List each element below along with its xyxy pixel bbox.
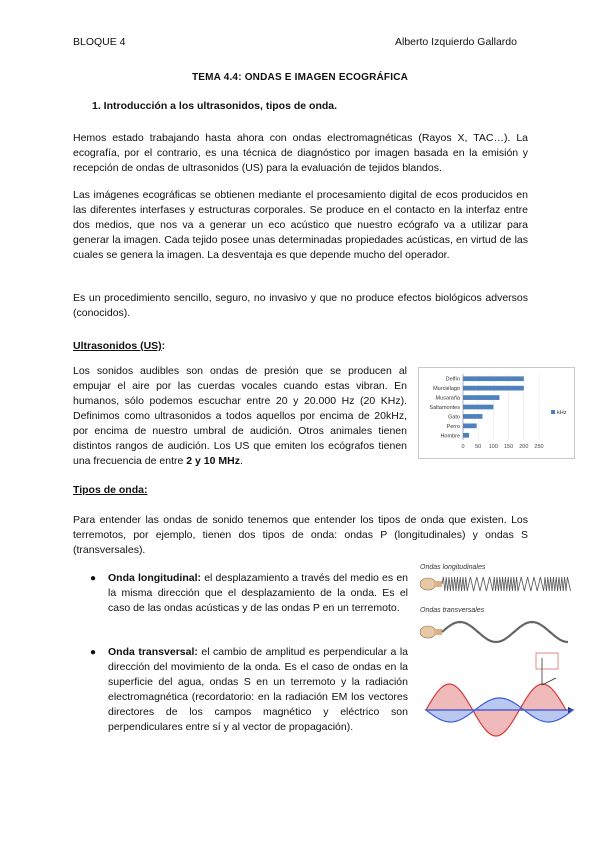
- transverse-waves-label: Ondas transversales: [420, 607, 485, 614]
- chart-legend-label: kHz: [557, 410, 567, 416]
- bullet-transversal: [90, 645, 408, 735]
- wave-types-figure-svg: [418, 560, 578, 650]
- chart-x-tick: 200: [519, 444, 529, 450]
- longitudinal-waves-label: Ondas longitudinales: [420, 564, 486, 571]
- bullet-term: Onda transversal:: [108, 646, 198, 658]
- chart-category-label: Perro: [446, 423, 460, 430]
- paragraph-ultrasonidos-end: .: [239, 455, 243, 467]
- chart-x-tick: 250: [534, 444, 544, 450]
- frequency-range: 2 y 10 MHz: [186, 455, 240, 467]
- paragraph-ultrasonidos: [73, 364, 407, 469]
- chart-x-tick: 100: [488, 444, 498, 450]
- tipos-heading: Tipos de onda:: [73, 484, 148, 496]
- em-wave-figure-svg: [424, 650, 579, 750]
- chart-legend-swatch: [551, 410, 555, 414]
- hand-transverse-icon: [420, 626, 442, 638]
- chart-x-tick: 50: [475, 444, 482, 450]
- chart-x-tick: 150: [504, 444, 514, 450]
- vector-box: [536, 653, 558, 669]
- chart-category-label: Hombre: [440, 433, 460, 440]
- chart-bar: [463, 386, 524, 391]
- chart-bar: [463, 405, 493, 410]
- chart-bar: [463, 433, 469, 438]
- page-title: TEMA 4.4: ONDAS E IMAGEN ECOGRÁFICA: [191, 72, 409, 83]
- chart-bar: [463, 376, 524, 381]
- hand-longitudinal-icon: [420, 578, 442, 590]
- header-right: Alberto Izquierdo Gallardo: [395, 36, 517, 48]
- em-wave-figure: [424, 650, 579, 750]
- chart-category-label: Saltamontes: [429, 405, 460, 411]
- chart-category-label: Gato: [448, 414, 460, 421]
- ultrasonidos-heading-colon: :: [161, 340, 166, 352]
- paragraph-tipos: Para entender las ondas de sonido tenemos que entender los tipos de onda que existen. Los terremotos, por ejemplo, tienen dos tipos de onda: ondas P (longitudinales) y ondas S (transversales).: [73, 514, 528, 556]
- bullet-longitudinal: [90, 571, 408, 616]
- chart-x-tick: 0: [461, 444, 465, 450]
- paragraph-ultrasonidos-text: Los sonidos audibles son ondas de presión que se producen al empujar el aire por las cuerdas vocales cuando estas vibran. En humanos, sólo podemos escuchar entre 20 y 20.000 Hz (20 KHz). Definimos como ultrasonidos a todos aquellos por encima de 20kHz, por encima de nuestro umbral de audición. Otros animales tienen distintos rangos de audición. Los US que emiten los ecógrafos tienen una frecuencia de entre: [73, 365, 407, 467]
- chart-category-label: Murciélago: [433, 386, 460, 393]
- chart-bar: [463, 395, 499, 400]
- bullet-dot-icon: ●: [90, 573, 97, 584]
- chart-category-label: Delfín: [445, 376, 460, 383]
- chart-category-label: Musaraña: [435, 395, 460, 402]
- bullet-text: el cambio de amplitud es perpendicular a la dirección del movimiento de la onda. Es el caso de ondas en la superficie del agua, ondas S en un terremoto y la radiación electromagnética (recordatorio: en la radiación EM los vectores directores de los campos magnético y eléctrico son perpendiculares entre sí y al vector de propagación).: [108, 646, 408, 733]
- hearing-range-chart-svg: [419, 368, 574, 458]
- ultrasonidos-heading: [73, 336, 165, 354]
- bullet-dot-icon: ●: [90, 647, 97, 658]
- longitudinal-spring: [442, 577, 571, 591]
- ultrasonidos-heading-text: Ultrasonidos (US): [73, 340, 162, 352]
- b-vector: [542, 678, 556, 685]
- chart-bar: [463, 424, 477, 429]
- paragraph-intro: Hemos estado trabajando hasta ahora con ondas electromagnéticas (Rayos X, TAC…). La ecografía, por el contrario, es una técnica de diagnóstico por imagen basada en la emisión y recepción de ondas de ultrasonidos (US) para la evaluación de tejidos blandos.: [73, 132, 528, 174]
- bullet-term: Onda longitudinal:: [108, 572, 202, 584]
- chart-bar: [463, 414, 482, 419]
- hearing-range-chart: [418, 367, 575, 459]
- paragraph-procedimiento: Es un procedimiento sencillo, seguro, no invasivo y que no produce efectos biológicos adversos (conocidos).: [73, 292, 528, 319]
- bullet-text: el desplazamiento a través del medio es en la misma dirección que el desplazamiento de la onda. Es el caso de las ondas acústicas y de las ondas P en un terremoto.: [108, 572, 408, 614]
- wave-types-figure: [418, 560, 578, 650]
- header-left: BLOQUE 4: [73, 36, 126, 48]
- paragraph-imagenes: Las imágenes ecográficas se obtienen mediante el procesamiento digital de ecos producidos en las diferentes interfases y estructuras corporales. Se produce en el contacto en la interfaz entre dos medios, que nos va a generar un eco acústico que nuestro ecógrafo va a utilizar para generar la imagen. Cada tejido posee unas determinadas propiedades acústicas, en virtud de las cuales se genera la imagen. La desventaja es que depende mucho del operador.: [73, 189, 528, 261]
- section-heading: 1. Introducción a los ultrasonidos, tipos de onda.: [92, 100, 338, 112]
- transverse-rope: [442, 622, 568, 642]
